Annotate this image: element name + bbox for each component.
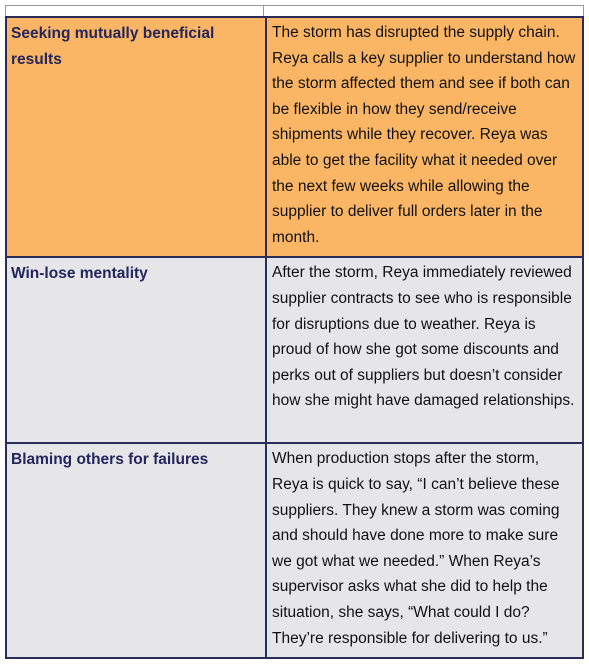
comparison-table-container (5, 5, 584, 659)
row-label: Win-lose mentality (11, 265, 148, 283)
table-row (6, 17, 583, 257)
row-description-cell (266, 257, 583, 443)
row-label: Seeking mutually beneficial results (11, 25, 215, 68)
table-row (6, 443, 583, 658)
row-label-cell (6, 257, 266, 443)
row-description: After the storm, Reya immediately reviewed supplier contracts to see who is responsible for disruptions due to weather. Reya is proud of how she got some discounts and perks out of suppliers but doesn’t consider how she might have damaged relationships. (272, 264, 575, 410)
row-description: The storm has disrupted the supply chain. Reya calls a key supplier to understand how the storm affected them and see if both can be flexible in how they send/receive shipments while they recover. Reya was able to get the facility what it needed over the next few weeks while allowing the supplier to deliver full orders later in the month. (272, 24, 576, 246)
table-header-row (5, 5, 584, 16)
table-header-cell-right (264, 6, 583, 16)
row-label-cell (6, 443, 266, 658)
table-row (6, 257, 583, 443)
row-description-cell (266, 17, 583, 257)
row-description: When production stops after the storm, Reya is quick to say, “I can’t believe these suppliers. They knew a storm was coming and should have done more to make sure we got what we needed.” When Reya’s supervisor asks what she did to help the situation, she says, “What could I do? They’re responsible for delivering to us.” (272, 450, 560, 647)
comparison-table (5, 16, 584, 659)
row-description-cell (266, 443, 583, 658)
row-label: Blaming others for failures (11, 451, 209, 469)
row-label-cell (6, 17, 266, 257)
table-header-cell-left (6, 6, 264, 16)
